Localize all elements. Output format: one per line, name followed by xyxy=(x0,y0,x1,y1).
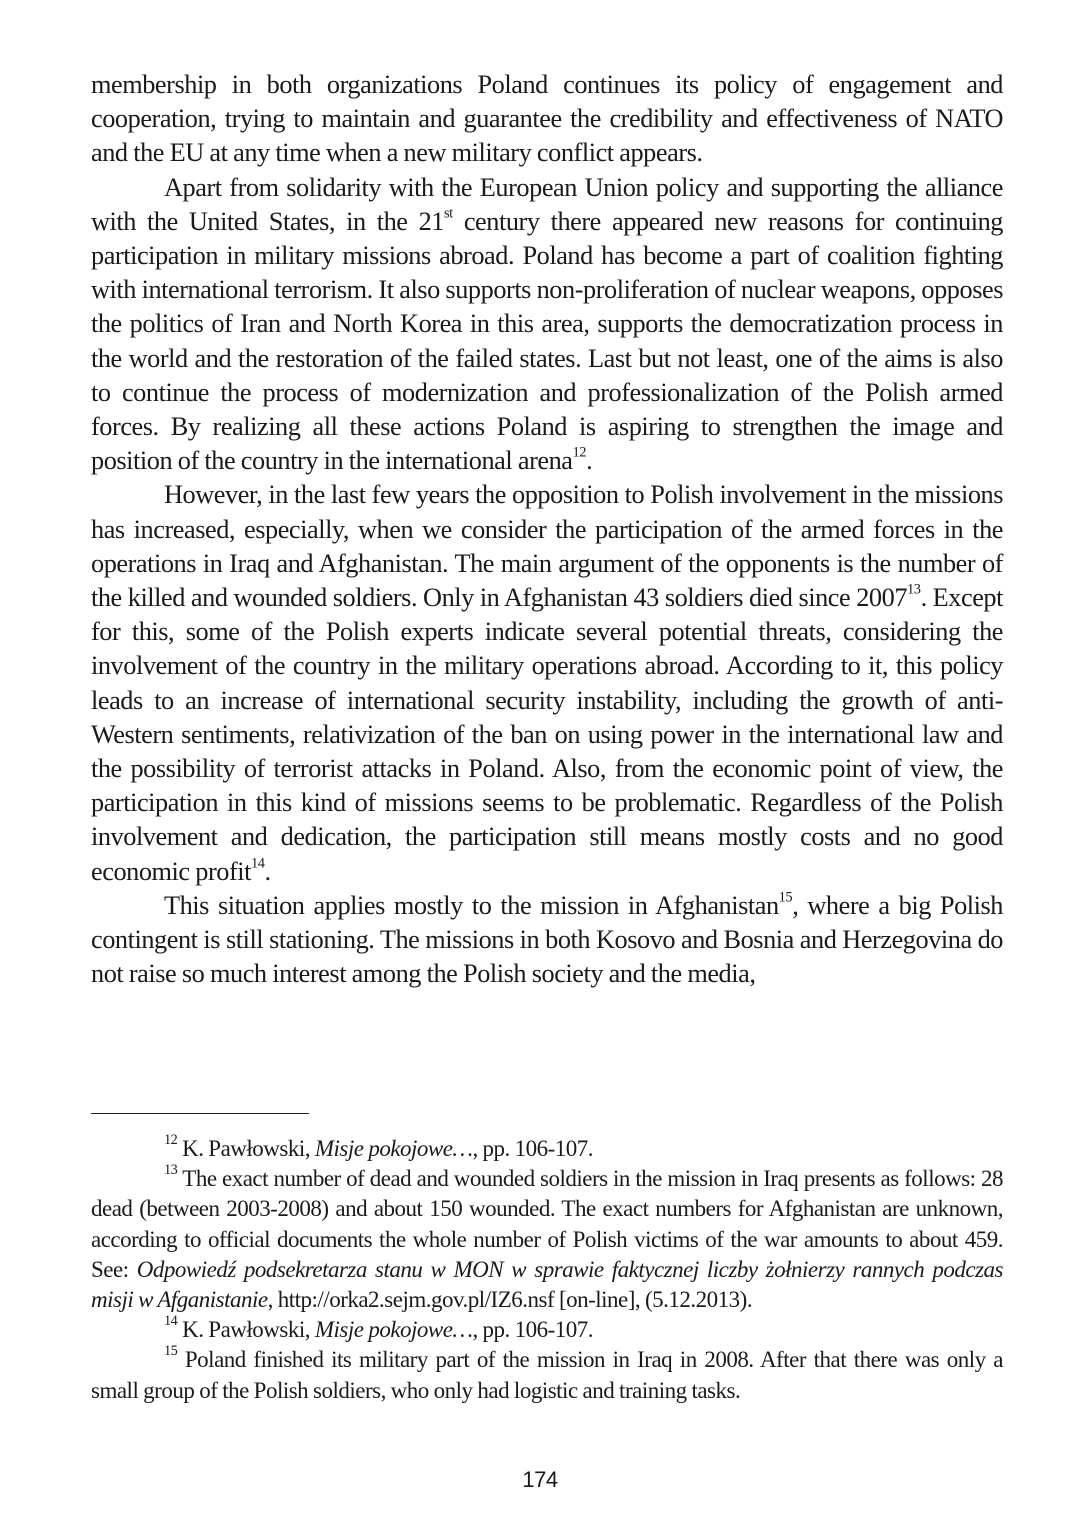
footnote-number: 15 xyxy=(164,1343,178,1360)
paragraph xyxy=(91,889,1003,992)
footnotes xyxy=(91,1131,1004,1406)
footnote-number: 13 xyxy=(164,1162,178,1179)
footnote xyxy=(91,1345,1003,1405)
footnote-reference: 12 xyxy=(572,444,587,461)
text-run: The exact number of dead and wounded soldiers in the mission in Iraq presents as follows: 28 dead (between 2003-2008) and about 150 wounded. The exact numbers for Afghanistan are unknown, according to official documents the whole number of Polish victims of the war amounts to about 459. See: xyxy=(91,1166,1003,1282)
italic-title: Misje pokojowe… xyxy=(314,1317,473,1343)
text-run: , pp. 106-107. xyxy=(472,1317,594,1343)
text-run: . Except for this, some of the Polish experts indicate several potential threats, considering the involvement of the country in the military operations abroad. According to it, this policy leads to an increase of international security instability, including the growth of anti-Western sentiments, relativization of the ban on using power in the international law and the possibility of terrorist attacks in Poland. Also, from the economic point of view, the participation in this kind of missions seems to be problematic. Regardless of the Polish involvement and dedication, the participation still means mostly costs and no good economic profit xyxy=(91,583,1003,886)
footnote-number: 14 xyxy=(164,1313,178,1330)
text-run: , pp. 106-107. xyxy=(472,1136,594,1161)
text-run: K. Pawłowski, xyxy=(177,1317,315,1343)
text-run: . xyxy=(264,856,271,886)
text-run: Poland finished its military part of the mission in Iraq in 2008. After that there was only a small group of the Polish soldiers, who only had logistic and training tasks. xyxy=(91,1347,1003,1403)
text-run: , http://orka2.sejm.gov.pl/IZ6.nsf [on-line], (5.12.2013). xyxy=(267,1287,753,1313)
text-run: membership in both organizations Poland continues its policy of engagement and cooperation, trying to maintain and guarantee the credibility and effectiveness of NATO and the EU at any time when a new military conflict appears. xyxy=(91,70,1003,168)
text-run: However, in the last few years the opposition to Polish involvement in the missions has increased, especially, when we consider the participation of the armed forces in the operations in Iraq and Afghanistan. The main argument of the opponents is the number of the killed and wounded soldiers. Only in Afghanistan 43 soldiers died since 2007 xyxy=(91,480,1003,613)
footnote-reference: 13 xyxy=(907,581,921,598)
paragraph xyxy=(91,171,1003,479)
footnote-number: 12 xyxy=(164,1131,178,1148)
text-run: century there appeared new reasons for continuing participation in military missions abroad. Poland has become a part of coalition fighting with international terrorism. It also supports non-proliferation of nuclear weapons, opposes the politics of Iran and North Korea in this area, supports the democratization process in the world and the restoration of the failed states. Last but not least, one of the aims is also to continue the process of modernization and professionalization of the Polish armed forces. By realizing all these actions Poland is aspiring to strengthen the image and position of the country in the international arena xyxy=(91,206,1004,476)
footnote-separator xyxy=(91,1113,309,1114)
footnote xyxy=(91,1315,1003,1345)
paragraph xyxy=(91,68,1003,171)
footnote xyxy=(91,1131,1003,1164)
footnote-reference: st xyxy=(444,205,453,222)
footnote xyxy=(91,1164,1003,1315)
paragraph xyxy=(91,478,1003,888)
italic-title: Odpowiedź podsekretarza stanu w MON w sprawie faktycznej liczby żołnierzy rannych podczas misji w Afganistanie xyxy=(91,1256,1004,1313)
footnote-reference: 14 xyxy=(250,855,265,872)
text-run: , where a big Polish contingent is still stationing. The missions in both Kosovo and Bosnia and Herzegovina do not raise so much interest among the Polish society and the media, xyxy=(91,890,1003,989)
text-run: Apart from solidarity with the European Union policy and supporting the alliance with the United States, in the 21 xyxy=(91,172,1003,236)
footnote-reference: 15 xyxy=(778,889,793,906)
body-text xyxy=(91,68,1003,991)
text-run: K. Pawłowski, xyxy=(177,1136,315,1161)
text-run: This situation applies mostly to the mission in Afghanistan xyxy=(164,890,779,920)
page-number: 174 xyxy=(522,1467,558,1492)
text-run: . xyxy=(586,446,593,476)
italic-title: Misje pokojowe… xyxy=(314,1136,473,1161)
